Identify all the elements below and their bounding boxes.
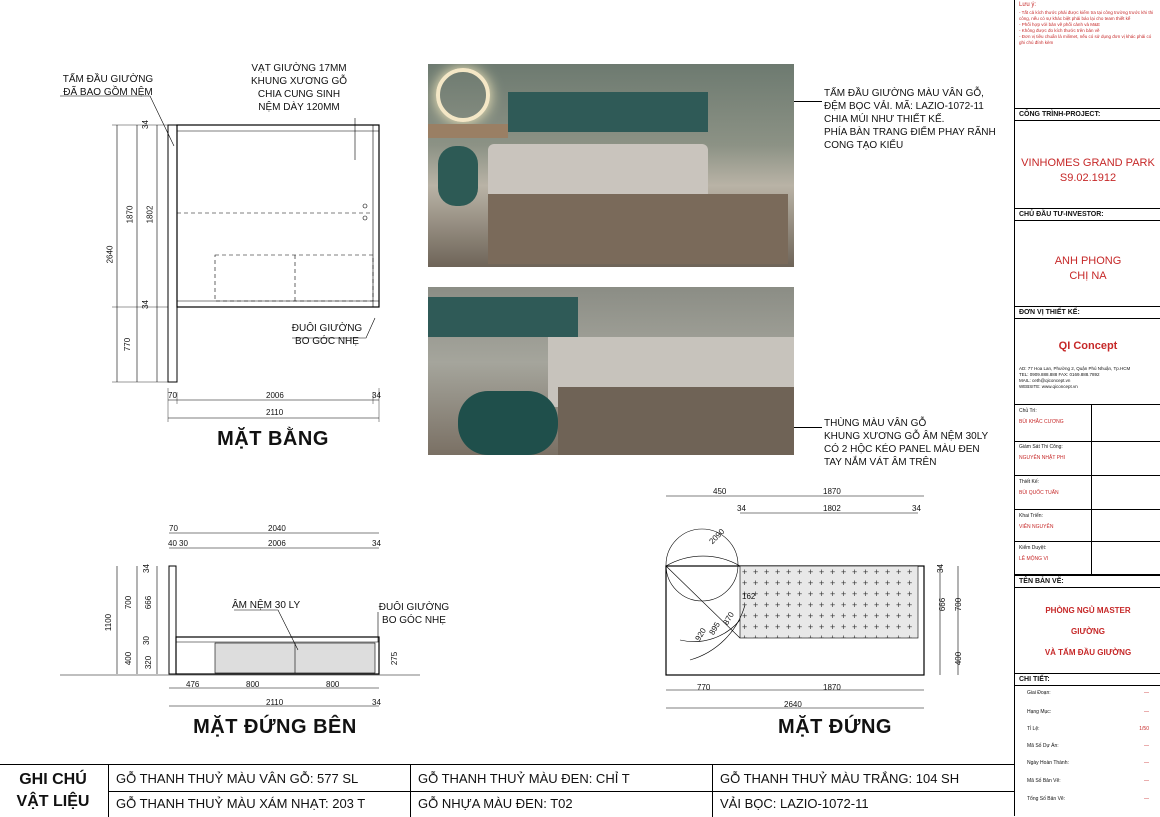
dim-label: 2006 xyxy=(268,539,286,548)
dim-label: 666 xyxy=(938,597,948,612)
dim-label: 2090 xyxy=(707,527,727,546)
dim-label: 700 xyxy=(124,595,134,610)
dim-label: 400 xyxy=(124,651,134,666)
title-block: Lưu ý: - Tất cả kích thước phải được kiểm tra tại công trường trước khi thi công, nếu có sự khác biệt phải báo lại cho team thiết kế - Phối hợp với bản vẽ phối cảnh và M&E - Không được đo kích thước trên bản vẽ - Đơn vị tiêu chuẩn là milimet, nếu có sử dụng đơn vị khác phải có ghi chú đính kèm CÔNG TRÌNH-PROJECT: VINHOMES GRAND PARK S9.02.1912 CHỦ ĐẦU TƯ-INVESTOR: ANH PHONG CHỊ NA ĐƠN VỊ THIẾT KẾ: QI Concept AD: 77 Hoa Lan, Phường 2, Quận Phú Nhuận, Tp.HCM TEL: 0909.888.888 FAX: 0169.888.7892 MAIL: ceth@qiconcept.vn WEBSITE: www.qiconcept.vn Chủ Trì: BÙI KHẮC CƯƠNG Giám Sát Thi Công: NGUYỄN NHẬT PHI Thiết Kế: BÙI QUỐC TUẤN Khai Triển: VIỄN NGUYỄN Kiểm Duyệt: LÊ MỘNG VI TÊN BẢN VẼ: PHÒNG NGỦ MASTER GIƯỜNG VÀ TẤM ĐẦU GIƯỜNG CHI TIẾT: Giai Đoạn: — Hạng Mục: — Tỉ Lệ: 1/50 Mã Số Dự Án: — Ngày Hoàn Thành: — Mã Số Bản Vẽ: — Tổng Số Bản Vẽ: — xyxy=(1014,0,1160,816)
dim-label: 1870 xyxy=(823,487,841,496)
dim-label: 800 xyxy=(246,680,260,689)
designer-heading: ĐƠN VỊ THIẾT KẾ: xyxy=(1015,306,1160,319)
dim-label: 400 xyxy=(954,651,964,666)
dim-label: 70 xyxy=(169,524,178,533)
notes-text: - Tất cả kích thước phải được kiểm tra tại công trường trước khi thi công, nếu có sự khác biệt phải báo lại cho team thiết kế - Phối hợp với bản vẽ phối cảnh và M&E - Không được đo kích thước trên bản vẽ - Đơn vị tiêu chuẩn là milimet, nếu có sử dụng đơn vị khác phải có ghi chú đính kèm xyxy=(1019,10,1154,45)
drawing-heading: TÊN BẢN VẼ: xyxy=(1015,575,1160,588)
dim-label: 870 xyxy=(721,610,736,627)
designer-info: AD: 77 Hoa Lan, Phường 2, Quận Phú Nhuận, Tp.HCM TEL: 0909.888.888 FAX: 0169.888.7892 MAIL: ceth@qiconcept.vn WEBSITE: www.qiconcept.vn xyxy=(1019,366,1131,389)
investor-heading: CHỦ ĐẦU TƯ-INVESTOR: xyxy=(1015,208,1160,221)
frame-note: THÙNG MÀU VÂN GỖ KHUNG XƯƠNG GỖ ÂM NỆM 30LY CÓ 2 HỘC KÉO PANEL MÀU ĐEN TAY NẮM VÁT ÂM TRÊN xyxy=(824,418,989,468)
project-heading: CÔNG TRÌNH-PROJECT: xyxy=(1015,108,1160,121)
project-name: VINHOMES GRAND PARK S9.02.1912 xyxy=(1021,157,1155,184)
dim-label: 34 xyxy=(372,391,381,400)
role-row: Giám Sát Thi Công: NGUYỄN NHẬT PHI xyxy=(1015,441,1160,476)
role-row: Kiểm Duyệt: LÊ MỘNG VI xyxy=(1015,542,1160,575)
dim-label: 800 xyxy=(326,680,340,689)
dim-label: 2640 xyxy=(105,245,115,264)
dim-label: 1802 xyxy=(145,205,155,224)
legend-item: VẢI BỌC: LAZIO-1072-11 xyxy=(720,796,869,811)
dim-label: 2640 xyxy=(784,700,802,709)
dim-label: 700 xyxy=(954,597,964,612)
dim-label: 320 xyxy=(144,655,154,670)
designer-name: QI Concept xyxy=(1058,340,1118,352)
dim-label: 34 xyxy=(372,539,381,548)
dim-label: 450 xyxy=(713,487,727,496)
dim-label: 1870 xyxy=(125,205,135,224)
legend-item: GỖ THANH THUỶ MÀU TRẮNG: 104 SH xyxy=(720,771,960,786)
dim-label: 1870 xyxy=(823,683,841,692)
headboard-render xyxy=(508,92,708,132)
dim-label: 34 xyxy=(372,698,381,707)
dim-label: 30 xyxy=(141,636,151,645)
role-row: Chủ Trì: BÙI KHẮC CƯƠNG xyxy=(1015,404,1160,442)
dim-label: 2040 xyxy=(268,524,286,533)
dim-label: 34 xyxy=(912,504,921,513)
mattress-label: ÂM NỆM 30 LY xyxy=(232,600,301,611)
dim-label: 34 xyxy=(141,564,151,573)
dim-label: 162 xyxy=(742,592,756,601)
material-legend xyxy=(0,764,1014,817)
dim-label: 34 xyxy=(140,300,150,309)
role-row: Khai Triển: VIỄN NGUYỄN xyxy=(1015,510,1160,542)
legend-item: GỖ NHỰA MÀU ĐEN: T02 xyxy=(418,796,573,811)
investor-name: ANH PHONG CHỊ NA xyxy=(1054,255,1122,282)
notes-heading: Lưu ý: xyxy=(1019,2,1037,8)
side-foot-label: ĐUÔI GIƯỜNG BO GÓC NHẸ xyxy=(378,602,450,626)
legend-heading: GHI CHÚ VẬT LIỆU xyxy=(16,771,90,810)
dim-label: 34 xyxy=(737,504,746,513)
headboard-label: TẤM ĐẦU GIƯỜNG ĐÃ BAO GỒM NỆM xyxy=(62,74,154,98)
dim-label: 770 xyxy=(123,337,133,352)
headboard-note: TẤM ĐẦU GIƯỜNG MÀU VÂN GỖ, ĐỆM BỌC VẢI. MÃ: LAZIO-1072-11 CHIA MÚI NHƯ THIẾT KẾ. PHÍA BÀN TRANG ĐIỂM PHAY RÃNH CONG TẠO KIỂU xyxy=(824,88,996,151)
mirror-light xyxy=(436,68,490,122)
render-photo-top xyxy=(428,64,794,267)
legend-item: GỖ THANH THUỶ MÀU ĐEN: CHỈ T xyxy=(418,771,630,786)
dim-label: 70 xyxy=(168,391,177,400)
dim-label: 1802 xyxy=(823,504,841,513)
dim-label: 666 xyxy=(144,595,154,610)
plan-title: MẶT BẰNG xyxy=(217,428,329,450)
dim-label: 2110 xyxy=(266,698,284,707)
dim-label: 34 xyxy=(140,120,150,129)
slat-label: VẠT GIƯỜNG 17MM KHUNG XƯƠNG GỖ CHIA CUNG SINH NỆM DÀY 120MM xyxy=(250,63,347,113)
upholstery-pattern xyxy=(740,566,918,638)
dim-label: 2110 xyxy=(266,408,284,417)
dim-label: 770 xyxy=(697,683,711,692)
stool xyxy=(438,146,478,206)
drawing-name: PHÒNG NGỦ MASTER GIƯỜNG VÀ TẤM ĐẦU GIƯỜNG xyxy=(1044,606,1132,657)
render-photo-bottom xyxy=(428,287,794,455)
dim-label: 30 xyxy=(179,539,188,548)
role-row: Thiết Kế: BÙI QUỐC TUẤN xyxy=(1015,476,1160,510)
detail-heading: CHI TIẾT: xyxy=(1015,673,1160,686)
dim-label: 275 xyxy=(390,651,400,666)
side-title: MẶT ĐỨNG BÊN xyxy=(193,716,357,738)
dim-label: 895 xyxy=(707,620,722,637)
dim-label: 476 xyxy=(186,680,200,689)
dim-label: 34 xyxy=(935,564,945,573)
dim-label: 1100 xyxy=(104,613,114,632)
dim-label: 40 xyxy=(168,539,177,548)
stool xyxy=(458,391,558,455)
legend-item: GỖ THANH THUỶ MÀU XÁM NHẠT: 203 T xyxy=(116,796,366,811)
footboard-label: ĐUÔI GIƯỜNG BO GÓC NHẸ xyxy=(291,323,363,347)
dim-label: 920 xyxy=(693,626,708,643)
legend-item: GỖ THANH THUỶ MÀU VÂN GỖ: 577 SL xyxy=(116,771,359,786)
front-title: MẶT ĐỨNG xyxy=(778,716,892,738)
dim-label: 2006 xyxy=(266,391,284,400)
